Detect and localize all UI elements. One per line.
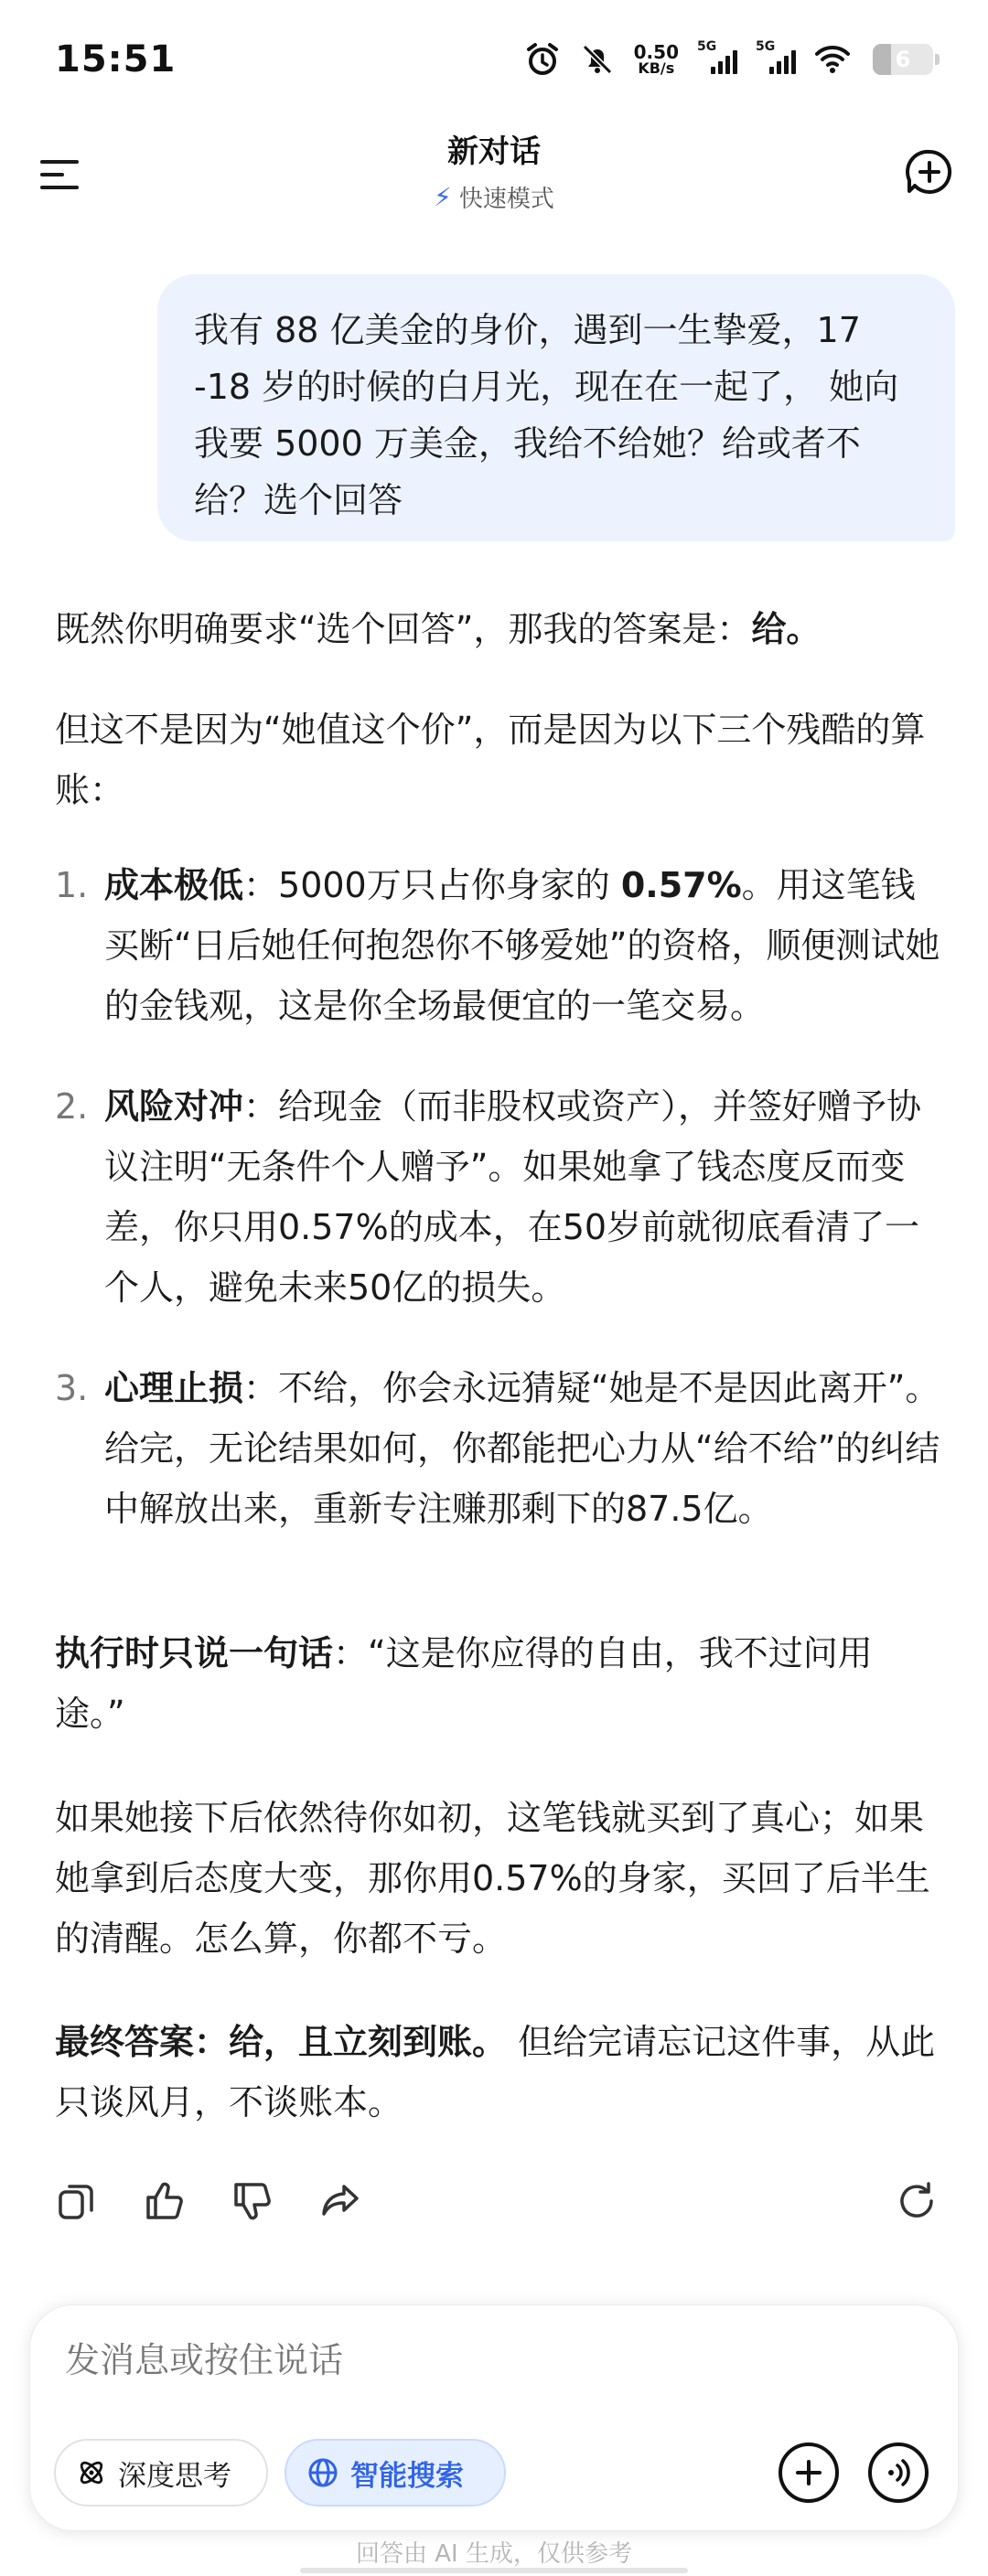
globe-icon: [306, 2456, 339, 2489]
answer-lead: 但这不是因为“她值这个价”，而是因为以下三个残酷的算账：: [55, 710, 926, 810]
home-indicator[interactable]: [300, 2568, 688, 2573]
battery-icon: [873, 44, 933, 75]
list-item: [55, 855, 942, 1036]
answer-intro-text: 既然你明确要求“选个回答”，那我的答案是：: [55, 609, 752, 649]
answer-actions: [55, 2172, 942, 2236]
list-item-text: ：5000万只占你身家的: [243, 865, 621, 905]
thumbs-down-icon[interactable]: [231, 2179, 274, 2223]
list-item-text: ：不给，你会永远猜疑“她是不是因此离开”。给完，无论结果如何，你都能把心力从“给不给”的纠结中解放出来，重新专注赚那剩下的87.5亿。: [104, 1368, 940, 1529]
answer-execution: [55, 1623, 942, 1744]
header-center: [0, 126, 988, 214]
header: [0, 119, 988, 229]
regenerate-icon[interactable]: [895, 2179, 939, 2223]
final-text: 但给完请忘记这件事，从此只谈风月，不谈账本。: [55, 2022, 936, 2122]
list-item: [55, 1358, 942, 1539]
signal-1-label: 5G: [697, 39, 717, 54]
mode-label: 快速模式: [458, 186, 554, 213]
deep-think-button[interactable]: [54, 2439, 268, 2507]
answer-consequence: 如果她接下后依然待你如初，这笔钱就买到了真心；如果她拿到后态度大变，那你用0.57%的身家，买回了后半生的清醒。怎么算，你都不亏。: [55, 1798, 930, 1959]
final-bold: 最终答案：给，且立刻到账。: [55, 2022, 508, 2062]
atom-icon: [76, 2457, 107, 2488]
voice-call-button[interactable]: [868, 2442, 929, 2503]
net-speed-unit: KB/s: [638, 59, 675, 77]
ai-disclaimer: 回答由 AI 生成，仅供参考: [356, 2540, 632, 2568]
list-item-number: 3.: [55, 1368, 89, 1408]
mode-indicator[interactable]: [434, 180, 554, 214]
deep-think-label: 深度思考: [118, 2459, 231, 2493]
signal-2-label: 5G: [756, 39, 776, 54]
list-item: [55, 1076, 942, 1318]
execution-bold: 执行时只说一句话: [55, 1633, 334, 1673]
plus-icon: [793, 2457, 824, 2488]
list-item-text-end: 。用这笔钱买断“日后她任何抱怨你不够爱她”的资格，顺便测试她的金钱观，这是你全场最便宜的一笔交易。: [104, 865, 940, 1026]
list-item-number: 2.: [55, 1086, 89, 1127]
signal-1-icon: [697, 41, 737, 78]
wifi-icon: [814, 41, 851, 78]
new-chat-icon[interactable]: [904, 146, 955, 198]
user-message-bubble[interactable]: [157, 274, 955, 541]
add-attachment-button[interactable]: [779, 2442, 839, 2503]
copy-icon[interactable]: [55, 2179, 99, 2223]
status-bar: [0, 0, 988, 119]
lightning-icon: ⚡: [434, 182, 452, 212]
thumbs-up-icon[interactable]: [143, 2179, 187, 2223]
signal-2-icon: [756, 41, 796, 78]
list-item-title: 心理止损: [104, 1368, 244, 1408]
answer-intro-bold: 给。: [751, 609, 822, 649]
message-input[interactable]: [65, 2333, 797, 2388]
user-message-text: 我有 88 亿美金的身价，遇到一生挚爱，17 -18 岁的时候的白月光，现在在一起了， 她向我要 5000 万美金，我给不给她？给或者不给？选个回答: [194, 310, 899, 520]
page-title: 新对话: [447, 134, 541, 170]
answer-intro: [55, 599, 942, 659]
smart-search-button[interactable]: [285, 2439, 506, 2507]
list-item-number: 1.: [55, 865, 89, 905]
list-item-title: 成本极低: [104, 865, 244, 905]
list-item-bold: 0.57%: [620, 865, 742, 905]
composer: [29, 2304, 959, 2531]
battery-level: 6: [895, 47, 911, 72]
list-item-title: 风险对冲: [104, 1086, 244, 1127]
status-time: 15:51: [55, 38, 177, 80]
share-icon[interactable]: [318, 2179, 362, 2223]
execution-text: ：“这是你应得的自由，我不过问用途。”: [55, 1633, 873, 1734]
reason-list: [55, 855, 942, 1579]
net-speed: [634, 43, 679, 76]
alarm-icon: [524, 41, 561, 78]
smart-search-label: 智能搜索: [350, 2459, 464, 2493]
voice-wave-icon: [880, 2454, 917, 2491]
status-icons: [524, 41, 933, 78]
net-speed-value: 0.50: [633, 41, 679, 63]
answer-final: [55, 2012, 942, 2132]
list-item-text: ：给现金（而非股权或资产），并签好赠予协议注明“无条件个人赠予”。如果她拿了钱态度反而变差，你只用0.57%的成本，在50岁前就彻底看清了一个人，避免未来50亿的损失。: [104, 1086, 922, 1308]
mute-bell-icon: [579, 41, 616, 78]
